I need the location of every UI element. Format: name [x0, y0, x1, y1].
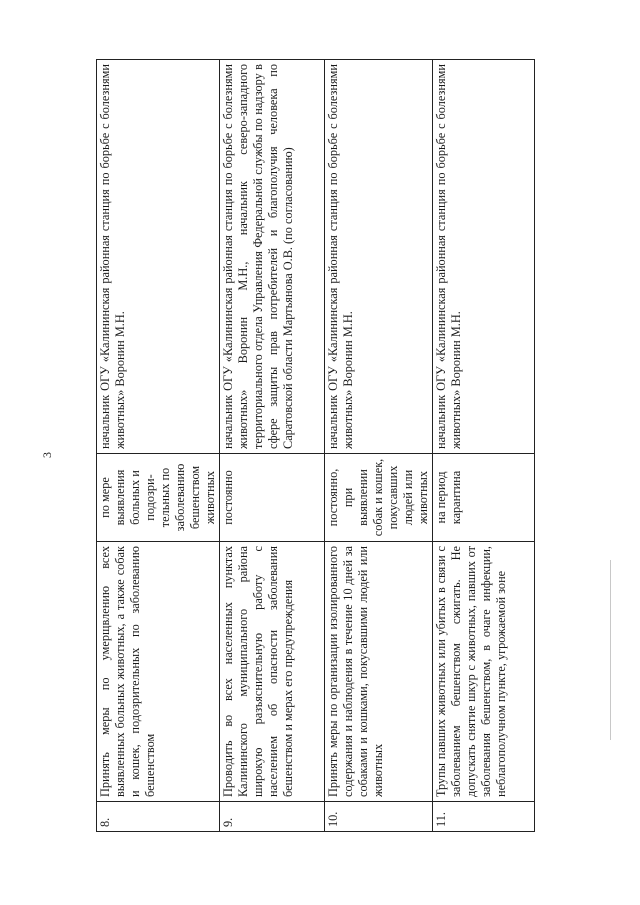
- table-row: [97, 60, 220, 832]
- row-number: 11.: [433, 802, 535, 832]
- task-cell: Принять меры по организации изолированного содержания и наблюдения в течение 10 дней за собаками и кошками, покусавшими людей или животных: [325, 542, 433, 802]
- measures-table: [96, 59, 535, 832]
- responsible-cell: начальник ОГУ «Калининская районная станция по борьбе с болезнями животных» Воронин М.Н.: [97, 60, 220, 454]
- scan-artifact-line: [610, 560, 611, 740]
- task-cell: Принять меры по умерщвлению всех выявленных больных животных, а также собак и кошек, подозрительных по заболеванию бешенством: [97, 542, 220, 802]
- task-cell: Проводить во всех населенных пунктах Калининского муниципального района широкую разъяснительную работу с населением об опасности заболевания бешенством и мерах его предупреждения: [220, 542, 325, 802]
- row-number: 9.: [220, 802, 325, 832]
- row-number: 10.: [325, 802, 433, 832]
- row-number: 8.: [97, 802, 220, 832]
- term-cell: постоянно: [220, 454, 325, 542]
- task-cell: Трупы павших животных или убитых в связи с заболеванием бешенством сжигать. Не допускать снятие шкур с животных, павших от заболевания бешенством, в очаге инфекции, неблагополучном пункте, угрожаемой зоне: [433, 542, 535, 802]
- table-row: [220, 60, 325, 832]
- responsible-cell: начальник ОГУ «Калининская районная станция по борьбе с болезнями животных» Воронин М.Н., начальник северо-западного территориального отдела Управления Федеральной службы по надзору в сфере защиты прав потребителей и благополучия человека по Саратовской области Мартьянова О.В. (по согласованию): [220, 60, 325, 454]
- term-cell: по мере выявления больных и подозри-тельных по заболеванию бешенством животных: [97, 454, 220, 542]
- term-cell: постоянно, при выявлении собак и кошек, покусавших людей или животных: [325, 454, 433, 542]
- term-cell: на период карантина: [433, 454, 535, 542]
- rotated-page-content: [96, 60, 508, 832]
- page-number: 3: [40, 452, 54, 458]
- table-row: [433, 60, 535, 832]
- responsible-cell: начальник ОГУ «Калининская районная станция по борьбе с болезнями животных» Воронин М.Н.: [325, 60, 433, 454]
- responsible-cell: начальник ОГУ «Калининская районная станция по борьбе с болезнями животных» Воронин М.Н.: [433, 60, 535, 454]
- table-row: [325, 60, 433, 832]
